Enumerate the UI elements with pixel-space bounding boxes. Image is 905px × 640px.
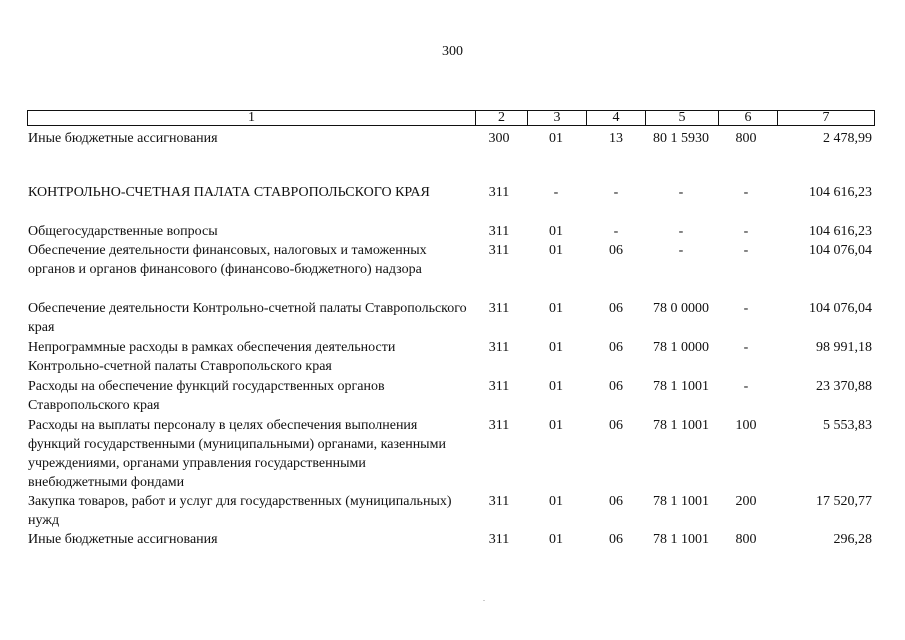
row-col-5: - xyxy=(678,185,684,200)
row-col-3: 01 xyxy=(549,301,563,316)
row-col-4: 06 xyxy=(609,243,623,258)
row-col-4: 06 xyxy=(609,532,623,547)
row-col-4: - xyxy=(613,224,619,239)
row-col-2: 300 xyxy=(488,131,510,146)
row-col-4: 06 xyxy=(609,418,623,433)
row-amount: 23 370,88 xyxy=(816,379,872,394)
row-col-2: 311 xyxy=(488,185,510,200)
row-col-6: - xyxy=(743,301,749,316)
row-amount: 104 616,23 xyxy=(809,185,872,200)
row-col-2: 311 xyxy=(488,379,510,394)
header-col-2: 2 xyxy=(498,110,505,125)
row-amount: 17 520,77 xyxy=(816,494,872,509)
row-col-2: 311 xyxy=(488,301,510,316)
row-col-6: 200 xyxy=(735,494,757,509)
row-col-6: - xyxy=(743,379,749,394)
header-col-4: 4 xyxy=(612,110,620,125)
header-col-3: 3 xyxy=(553,110,561,125)
row-name: Иные бюджетные ассигнования xyxy=(28,131,218,146)
row-col-2: 311 xyxy=(488,224,510,239)
scan-speck xyxy=(483,600,485,601)
header-col-5: 5 xyxy=(678,110,686,125)
row-name: Обеспечение деятельности Контрольно-счетной палаты Ставропольского края xyxy=(28,301,467,335)
table-header xyxy=(27,110,875,126)
row-col-6: - xyxy=(743,185,749,200)
row-col-5: 78 1 0000 xyxy=(653,340,709,355)
row-col-6: - xyxy=(743,243,749,258)
row-col-3: 01 xyxy=(549,243,563,258)
row-col-4: 06 xyxy=(609,494,623,509)
row-col-4: 06 xyxy=(609,301,623,316)
row-col-5: - xyxy=(678,243,684,258)
row-col-6: - xyxy=(743,224,749,239)
row-amount: 5 553,83 xyxy=(823,418,872,433)
row-name: Обеспечение деятельности финансовых, налоговых и таможенных органов и органов финансового (финансово-бюджетного) надзора xyxy=(28,243,427,277)
header-col-1: 1 xyxy=(248,110,255,125)
row-col-6: 100 xyxy=(735,418,757,433)
row-amount: 104 076,04 xyxy=(809,243,872,258)
row-col-5: 78 1 1001 xyxy=(653,494,709,509)
row-col-3: 01 xyxy=(549,131,563,146)
row-col-3: 01 xyxy=(549,379,563,394)
row-col-6: 800 xyxy=(735,532,757,547)
row-col-5: - xyxy=(678,224,684,239)
row-amount: 2 478,99 xyxy=(823,131,872,146)
row-col-4: 06 xyxy=(609,340,623,355)
row-name: КОНТРОЛЬНО-СЧЕТНАЯ ПАЛАТА СТАВРОПОЛЬСКОГО КРАЯ xyxy=(28,185,430,200)
header-col-7: 7 xyxy=(822,110,830,125)
row-amount: 296,28 xyxy=(833,532,872,547)
row-col-5: 78 0 0000 xyxy=(653,301,709,316)
row-col-5: 78 1 1001 xyxy=(653,418,709,433)
row-col-6: 800 xyxy=(735,131,757,146)
row-col-3: - xyxy=(553,185,559,200)
row-amount: 104 076,04 xyxy=(809,301,872,316)
row-name: Закупка товаров, работ и услуг для государственных (муниципальных) нужд xyxy=(28,494,452,528)
header-col-6: 6 xyxy=(744,110,752,125)
row-col-5: 78 1 1001 xyxy=(653,532,709,547)
row-name: Иные бюджетные ассигнования xyxy=(28,532,218,547)
row-col-4: 06 xyxy=(609,379,623,394)
row-col-5: 78 1 1001 xyxy=(653,379,709,394)
row-col-2: 311 xyxy=(488,418,510,433)
row-col-2: 311 xyxy=(488,340,510,355)
row-col-6: - xyxy=(743,340,749,355)
row-name: Непрограммные расходы в рамках обеспечения деятельности Контрольно-счетной палаты Ставропольского края xyxy=(28,340,396,374)
page-number: 300 xyxy=(442,44,463,59)
row-name: Расходы на выплаты персоналу в целях обеспечения выполнения функций государственными (муниципальными) органами, казенными учреждениями, органами управления государственными внебюджетными фондами xyxy=(28,418,446,490)
row-amount: 98 991,18 xyxy=(816,340,872,355)
row-col-2: 311 xyxy=(488,243,510,258)
row-col-2: 311 xyxy=(488,494,510,509)
row-name: Расходы на обеспечение функций государственных органов Ставропольского края xyxy=(28,379,385,413)
row-name: Общегосударственные вопросы xyxy=(28,224,218,239)
row-col-3: 01 xyxy=(549,340,563,355)
row-amount: 104 616,23 xyxy=(809,224,872,239)
row-col-4: - xyxy=(613,185,619,200)
row-col-3: 01 xyxy=(549,418,563,433)
row-col-3: 01 xyxy=(549,224,563,239)
row-col-3: 01 xyxy=(549,532,563,547)
row-col-5: 80 1 5930 xyxy=(653,131,709,146)
row-col-4: 13 xyxy=(609,131,623,146)
row-col-3: 01 xyxy=(549,494,563,509)
row-col-2: 311 xyxy=(488,532,510,547)
